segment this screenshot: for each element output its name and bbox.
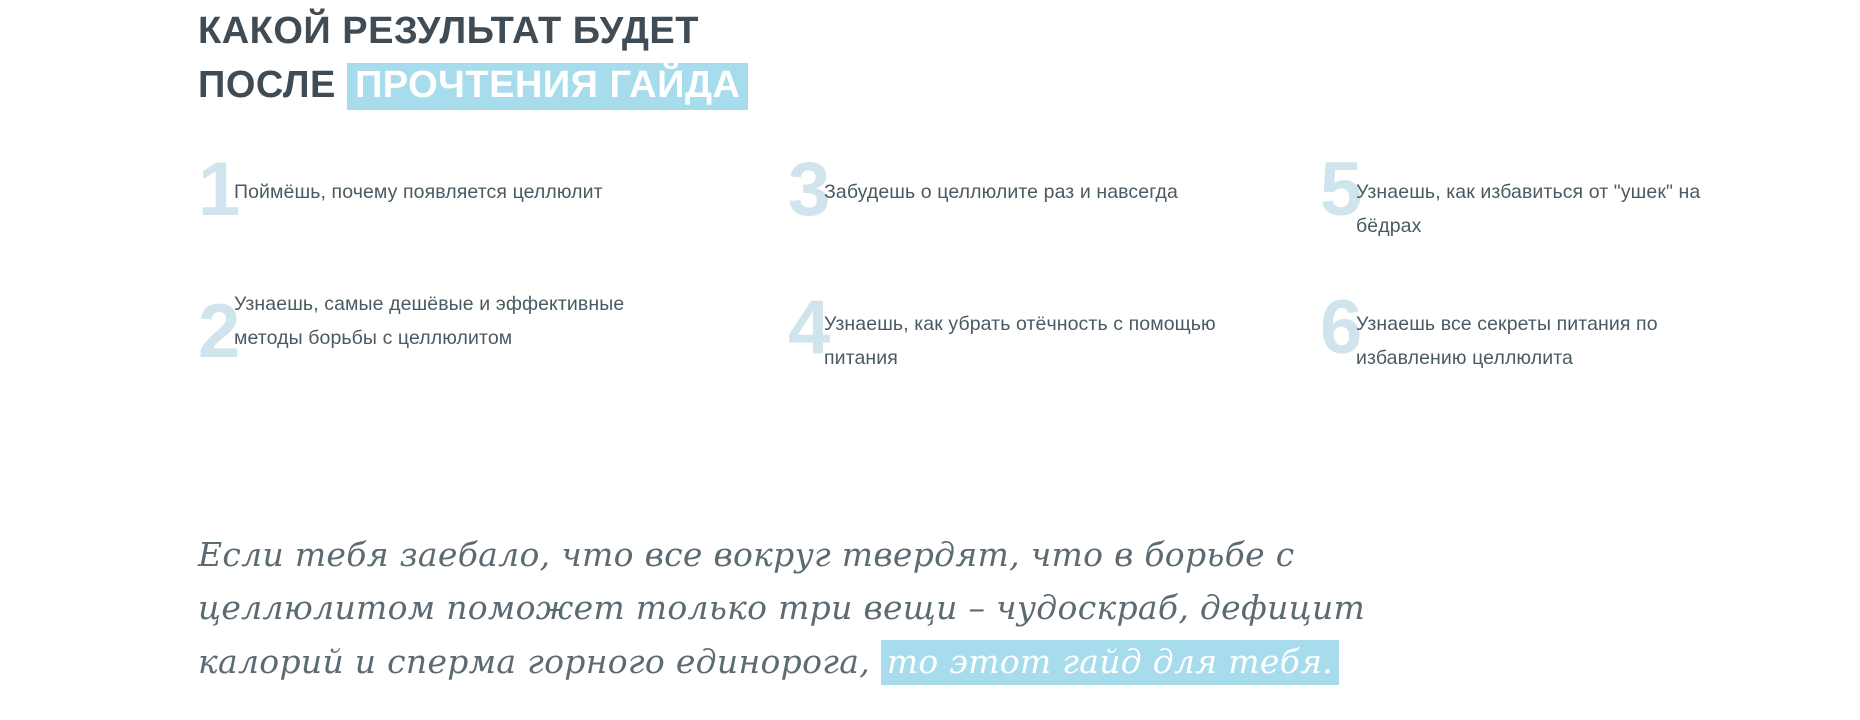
benefit-number: 5 <box>1320 147 1363 232</box>
benefit-text: Узнаешь, самые дешёвые и эффективные методы борьбы с целлюлитом <box>234 293 625 349</box>
benefit-text: Забудешь о целлюлите раз и навсегда <box>824 181 1178 203</box>
benefit-text: Узнаешь, как избавиться от "ушек" на бёдрах <box>1356 181 1701 237</box>
benefit-number: 1 <box>198 147 241 232</box>
closing-highlight: то этот гайд для тебя. <box>881 640 1339 685</box>
benefit-number: 6 <box>1320 285 1363 370</box>
page-title <box>198 8 748 110</box>
benefit-item <box>1320 285 1750 404</box>
benefit-text: Узнаешь, как убрать отёчность с помощью питания <box>824 313 1216 369</box>
benefit-text: Узнаешь все секреты питания по избавлению целлюлита <box>1356 313 1658 369</box>
benefits-column-3 <box>1320 147 1750 404</box>
benefit-item <box>198 147 628 272</box>
benefit-item <box>1320 147 1750 272</box>
benefit-number: 3 <box>788 147 831 232</box>
benefit-number: 2 <box>198 289 241 374</box>
title-line-2-plain: ПОСЛЕ <box>198 63 347 106</box>
benefit-item <box>788 147 1218 272</box>
benefit-text: Поймёшь, почему появляется целлюлит <box>234 181 603 203</box>
title-line-1: КАКОЙ РЕЗУЛЬТАТ БУДЕТ <box>198 10 699 52</box>
benefit-item <box>198 288 628 384</box>
closing-paragraph <box>198 528 1498 688</box>
benefits-column-1 <box>198 147 628 384</box>
benefits-column-2 <box>788 147 1218 404</box>
closing-text: Если тебя заебало, что все вокруг твердят, что в борьбе с целлюлитом поможет только три вещи – чудоскраб, дефицит калорий и сперма горного единорога, <box>198 535 1366 681</box>
benefit-number: 4 <box>788 285 831 370</box>
title-highlight: ПРОЧТЕНИЯ ГАЙДА <box>347 63 749 111</box>
benefit-item <box>788 285 1218 404</box>
title-line-2 <box>198 62 748 111</box>
